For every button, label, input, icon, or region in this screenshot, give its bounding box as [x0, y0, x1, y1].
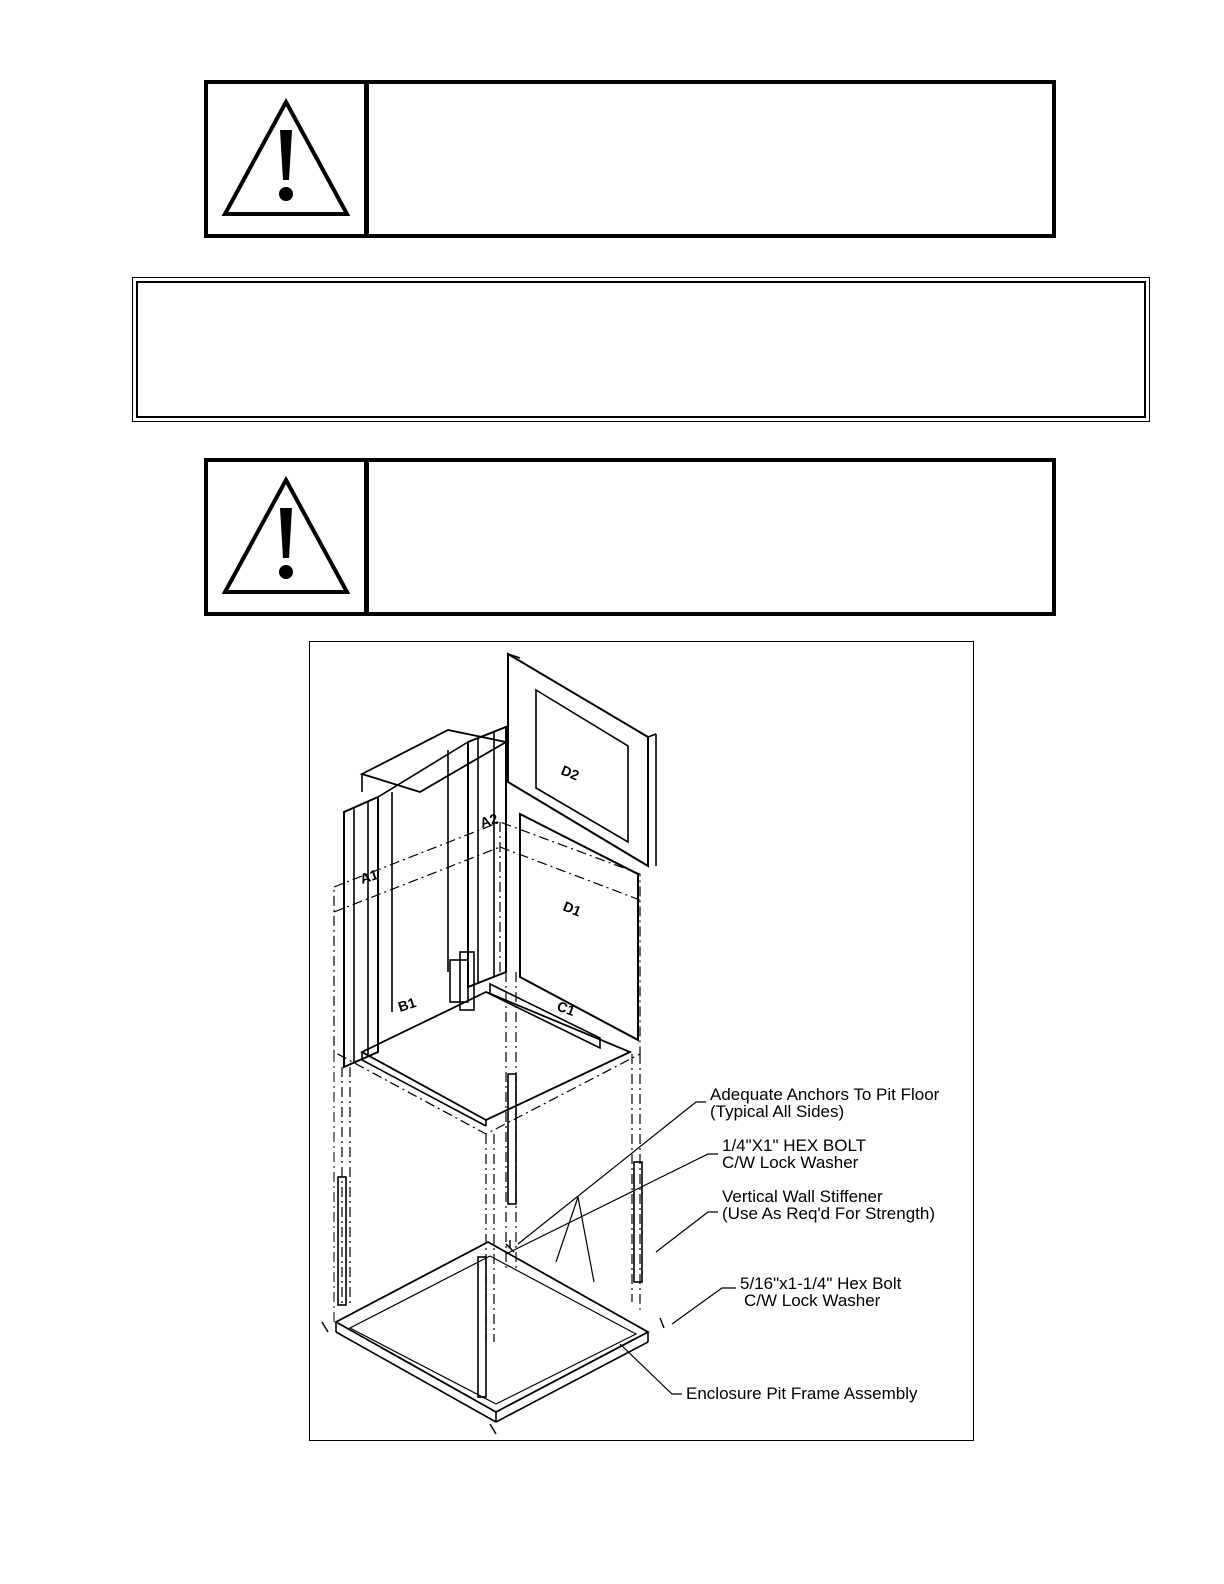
- warning-triangle-icon: [208, 462, 369, 612]
- note-box: [132, 277, 1150, 422]
- callout-anchors-line1: Adequate Anchors To Pit Floor: [710, 1085, 940, 1104]
- panel-label-a1: A1: [357, 866, 380, 887]
- callout-hexbolt2-line2: C/W Lock Washer: [744, 1291, 881, 1310]
- warning-text-2: [369, 462, 1052, 612]
- callout-anchors-line2: (Typical All Sides): [710, 1102, 845, 1121]
- callout-pitframe: Enclosure Pit Frame Assembly: [686, 1384, 918, 1403]
- warning-box-1: [204, 80, 1056, 238]
- panel-label-d1: D1: [560, 897, 584, 920]
- warning-text-1: [369, 84, 1052, 234]
- panel-label-c1: C1: [554, 997, 578, 1019]
- callout-hexbolt-line1: 1/4"X1" HEX BOLT: [722, 1136, 867, 1155]
- panel-label-a2: A2: [477, 810, 500, 831]
- warning-box-2: [204, 458, 1056, 616]
- enclosure-assembly-figure: [309, 641, 974, 1441]
- warning-triangle-icon: [208, 84, 369, 234]
- callout-stiffener-line1: Vertical Wall Stiffener: [722, 1187, 883, 1206]
- note-text: [136, 281, 1146, 418]
- enclosure-drawing: [310, 642, 975, 1442]
- callout-stiffener-line2: (Use As Req'd For Strength): [722, 1204, 935, 1223]
- panel-label-d2: D2: [558, 761, 582, 784]
- callout-hexbolt-line2: C/W Lock Washer: [722, 1153, 859, 1172]
- callout-hexbolt2-line1: 5/16"x1-1/4" Hex Bolt: [740, 1274, 902, 1293]
- panel-label-b1: B1: [395, 994, 418, 1015]
